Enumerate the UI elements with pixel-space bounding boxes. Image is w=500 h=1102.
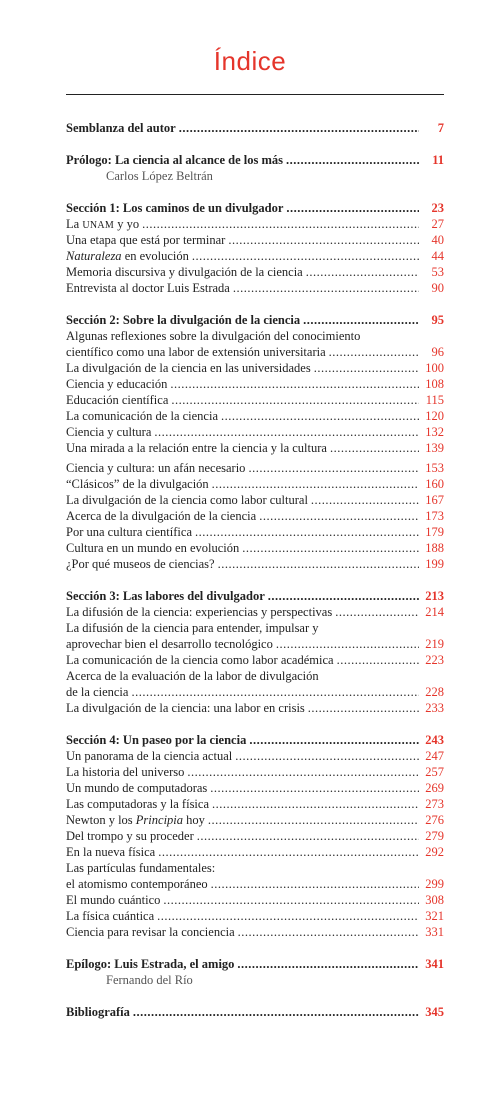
toc-entry[interactable]: Del trompo y su proceder ..... 279	[66, 828, 444, 844]
page-number: 53	[431, 265, 444, 279]
page-title: Índice	[213, 46, 287, 76]
toc-entry[interactable]: Naturaleza en evolución ..... 44	[66, 248, 444, 264]
page-number: 7	[437, 121, 444, 135]
table-of-contents	[66, 120, 444, 1020]
page-number: 132	[425, 425, 444, 439]
page-number: 269	[425, 781, 444, 795]
page-number: 90	[431, 281, 444, 295]
page-number: 23	[431, 201, 444, 215]
page-number: 341	[425, 957, 444, 971]
toc-section-2[interactable]: Sección 2: Sobre la divulgación de la ciencia ..... 95	[66, 312, 444, 328]
toc-entry[interactable]: Ciencia y cultura ..... 132	[66, 424, 444, 440]
page-number: 308	[425, 893, 444, 907]
toc-entry[interactable]: Una etapa que está por terminar ..... 40	[66, 232, 444, 248]
page-number: 139	[425, 441, 444, 455]
epilogo-author: Fernando del Río	[106, 973, 193, 987]
page-number: 153	[425, 461, 444, 475]
toc-entry[interactable]: Educación científica ..... 115	[66, 392, 444, 408]
page-number: 292	[425, 845, 444, 859]
page-number: 160	[425, 477, 444, 491]
page-number: 279	[425, 829, 444, 843]
page-number: 228	[425, 685, 444, 699]
page-number: 179	[425, 525, 444, 539]
toc-entry[interactable]: La difusión de la ciencia: experiencias y perspectivas ..... 214	[66, 604, 444, 620]
page-number: 273	[425, 797, 444, 811]
toc-entry[interactable]: La comunicación de la ciencia ..... 120	[66, 408, 444, 424]
toc-entry[interactable]: Una mirada a la relación entre la ciencia y la cultura ..... 139	[66, 440, 444, 456]
toc-entry[interactable]: Cultura en un mundo en evolución ..... 188	[66, 540, 444, 556]
page-number: 173	[425, 509, 444, 523]
toc-entry[interactable]: Acerca de la divulgación de la ciencia ..... 173	[66, 508, 444, 524]
page-number: 120	[425, 409, 444, 423]
page-number: 223	[425, 653, 444, 667]
toc-entry-bibliografia[interactable]: Bibliografía ..... 345	[66, 1004, 444, 1020]
prologo-author: Carlos López Beltrán	[106, 169, 213, 183]
toc-entry-semblanza[interactable]: Semblanza del autor ..... 7	[66, 120, 444, 136]
page-number: 96	[431, 345, 444, 359]
page-number: 276	[425, 813, 444, 827]
toc-entry[interactable]: El mundo cuántico ..... 308	[66, 892, 444, 908]
toc-entry[interactable]: La comunicación de la ciencia como labor académica ..... 223	[66, 652, 444, 668]
toc-entry[interactable]: Newton y los Principia hoy ..... 276	[66, 812, 444, 828]
toc-entry[interactable]: La difusión de la ciencia para entender, impulsar y aprovechar bien el desarrollo tecnológico ..... 219	[66, 620, 444, 652]
toc-entry[interactable]: Acerca de la evaluación de la labor de divulgación de la ciencia ..... 228	[66, 668, 444, 700]
toc-entry[interactable]: Algunas reflexiones sobre la divulgación del conocimiento científico como una labor de extensión universitaria ..... 96	[66, 328, 444, 360]
toc-entry[interactable]: Un panorama de la ciencia actual ..... 247	[66, 748, 444, 764]
page-number: 257	[425, 765, 444, 779]
toc-entry[interactable]: La divulgación de la ciencia: una labor en crisis ..... 233	[66, 700, 444, 716]
page-number: 247	[425, 749, 444, 763]
toc-entry[interactable]: En la nueva física ..... 292	[66, 844, 444, 860]
page-number: 199	[425, 557, 444, 571]
toc-section-4[interactable]: Sección 4: Un paseo por la ciencia ..... 243	[66, 732, 444, 748]
page-number: 27	[431, 217, 444, 231]
page-number: 40	[431, 233, 444, 247]
page-number: 44	[431, 249, 444, 263]
page-number: 188	[425, 541, 444, 555]
toc-entry[interactable]: La física cuántica ..... 321	[66, 908, 444, 924]
page-number: 233	[425, 701, 444, 715]
toc-section-1[interactable]: Sección 1: Los caminos de un divulgador ..... 23	[66, 200, 444, 216]
toc-entry[interactable]: Ciencia para revisar la conciencia ..... 331	[66, 924, 444, 940]
page-number: 331	[425, 925, 444, 939]
page-number: 100	[425, 361, 444, 375]
page-number: 243	[425, 733, 444, 747]
toc-entry[interactable]: Ciencia y cultura: un afán necesario ..... 153	[66, 460, 444, 476]
toc-entry[interactable]: La UNAM y yo ..... 27	[66, 216, 444, 232]
toc-entry[interactable]: ¿Por qué museos de ciencias? ..... 199	[66, 556, 444, 572]
page-number: 219	[425, 637, 444, 651]
toc-entry[interactable]: Un mundo de computadoras ..... 269	[66, 780, 444, 796]
page-number: 214	[425, 605, 444, 619]
page-number: 167	[425, 493, 444, 507]
page-number: 321	[425, 909, 444, 923]
toc-entry[interactable]: La divulgación de la ciencia en las universidades ..... 100	[66, 360, 444, 376]
toc-entry[interactable]: Por una cultura científica ..... 179	[66, 524, 444, 540]
toc-entry[interactable]: Las computadoras y la física ..... 273	[66, 796, 444, 812]
page-number: 95	[431, 313, 444, 327]
title-rule	[66, 94, 444, 95]
toc-entry[interactable]: La historia del universo ..... 257	[66, 764, 444, 780]
page-number: 11	[432, 153, 444, 167]
toc-entry-prologo[interactable]: Prólogo: La ciencia al alcance de los más ..... 11	[66, 152, 444, 168]
page-number: 299	[425, 877, 444, 891]
page-number: 345	[425, 1005, 444, 1019]
toc-entry[interactable]: Entrevista al doctor Luis Estrada ..... 90	[66, 280, 444, 296]
toc-entry[interactable]: La divulgación de la ciencia como labor cultural ..... 167	[66, 492, 444, 508]
toc-entry[interactable]: “Clásicos” de la divulgación ..... 160	[66, 476, 444, 492]
toc-entry[interactable]: Memoria discursiva y divulgación de la ciencia ..... 53	[66, 264, 444, 280]
toc-section-3[interactable]: Sección 3: Las labores del divulgador ..... 213	[66, 588, 444, 604]
page-number: 108	[425, 377, 444, 391]
page-number: 115	[425, 393, 444, 407]
page-number: 213	[425, 589, 444, 603]
toc-entry[interactable]: Las partículas fundamentales: el atomismo contemporáneo ..... 299	[66, 860, 444, 892]
toc-entry-epilogo[interactable]: Epílogo: Luis Estrada, el amigo ..... 341	[66, 956, 444, 972]
toc-entry[interactable]: Ciencia y educación ..... 108	[66, 376, 444, 392]
